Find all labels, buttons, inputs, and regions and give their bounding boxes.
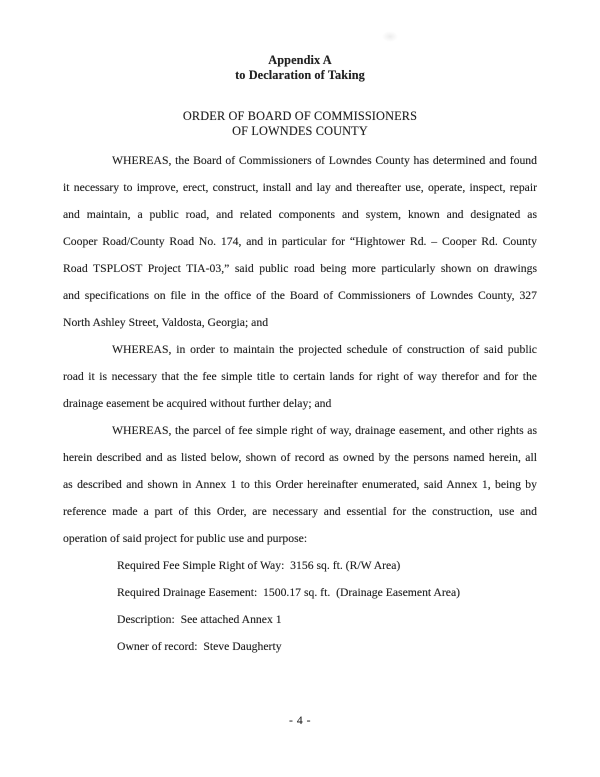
- paragraph-line: operation of said project for public use and purpose:: [63, 532, 308, 545]
- paragraph-line: WHEREAS, the parcel of fee simple right of way, drainage easement, and other rights as: [112, 424, 537, 437]
- paragraph-line: North Ashley Street, Valdosta, Georgia; and: [63, 316, 269, 329]
- paragraph-line: it necessary to improve, erect, construct, install and lay and thereafter use, operate, inspect, repair: [63, 181, 537, 194]
- paragraph-line: WHEREAS, in order to maintain the projected schedule of construction of said public: [112, 343, 537, 356]
- paragraph-line: and specifications on file in the office of the Board of Commissioners of Lowndes County, 327: [63, 289, 537, 302]
- paragraph-line: WHEREAS, the Board of Commissioners of Lowndes County has determined and found: [112, 154, 537, 167]
- scan-smudge: [382, 31, 398, 42]
- detail-items: [63, 552, 537, 660]
- paragraph-line: road it is necessary that the fee simple title to certain lands for right of way therefor and for the: [63, 370, 537, 383]
- document-body: [63, 147, 537, 660]
- paragraph-line: Cooper Road/County Road No. 174, and in particular for “Hightower Rd. – Cooper Rd. County: [63, 235, 537, 248]
- appendix-heading: [0, 53, 600, 82]
- paragraph-line: as described and shown in Annex 1 to this Order hereinafter enumerated, said Annex 1, being by: [63, 478, 537, 491]
- paragraph: [63, 336, 537, 417]
- order-heading-line1: ORDER OF BOARD OF COMMISSIONERS: [182, 109, 418, 123]
- paragraph-line: drainage easement be acquired without further delay; and: [63, 397, 332, 410]
- paragraph-line: reference made a part of this Order, are necessary and essential for the construction, use and: [63, 505, 537, 518]
- appendix-heading-line2: to Declaration of Taking: [235, 67, 365, 82]
- detail-line: Description: See attached Annex 1: [117, 613, 282, 626]
- page-number: - 4 -: [289, 714, 311, 727]
- order-heading-line2: OF LOWNDES COUNTY: [232, 123, 368, 138]
- order-heading: [0, 109, 600, 138]
- appendix-heading-line1: Appendix A: [268, 53, 332, 67]
- paragraph: [63, 147, 537, 336]
- detail-line: Required Drainage Easement: 1500.17 sq. ft. (Drainage Easement Area): [117, 586, 461, 599]
- paragraph-line: herein described and as listed below, shown of record as owned by the persons named herein, all: [63, 451, 537, 464]
- detail-line: Owner of record: Steve Daugherty: [117, 640, 282, 653]
- paragraph-line: and maintain, a public road, and related components and system, known and designated as: [63, 208, 537, 221]
- detail-line: Required Fee Simple Right of Way: 3156 sq. ft. (R/W Area): [117, 559, 401, 572]
- paragraph-line: Road TSPLOST Project TIA-03,” said public road being more particularly shown on drawings: [63, 262, 537, 275]
- paragraphs: [63, 147, 537, 552]
- paragraph: [63, 417, 537, 552]
